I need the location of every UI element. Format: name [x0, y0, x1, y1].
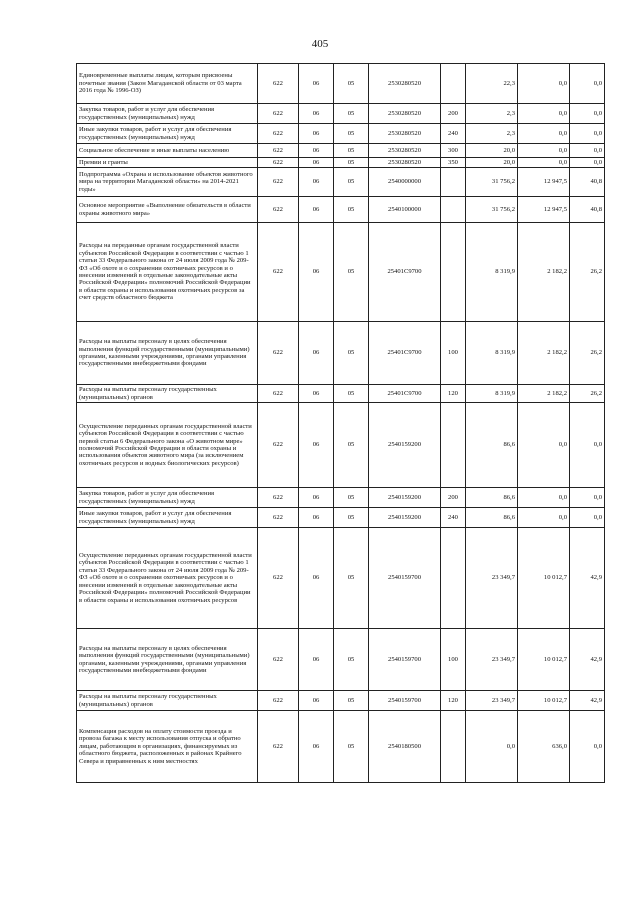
plan-amount-cell: 8 319,9: [466, 385, 518, 403]
grbs-cell: 622: [258, 691, 299, 711]
expense-type-cell: 300: [441, 144, 466, 158]
percent-cell: 0,0: [570, 144, 605, 158]
section-cell: 06: [299, 197, 334, 223]
grbs-cell: 622: [258, 144, 299, 158]
section-cell: 06: [299, 528, 334, 629]
row-name-cell: Премии и гранты: [77, 158, 258, 168]
expense-type-cell: 100: [441, 629, 466, 691]
executed-amount-cell: 0,0: [518, 158, 570, 168]
table-row: [77, 528, 605, 629]
target-article-cell: 2540100000: [369, 197, 441, 223]
plan-amount-cell: 23 349,7: [466, 528, 518, 629]
section-cell: 06: [299, 403, 334, 488]
table-row: [77, 223, 605, 322]
target-article-cell: 2530280520: [369, 158, 441, 168]
grbs-cell: 622: [258, 711, 299, 783]
percent-cell: 42,9: [570, 528, 605, 629]
plan-amount-cell: 8 319,9: [466, 223, 518, 322]
grbs-cell: 622: [258, 528, 299, 629]
table-row: [77, 385, 605, 403]
table-row: [77, 711, 605, 783]
table-row: [77, 403, 605, 488]
row-name-cell: Расходы на переданные органам государственной власти субъектов Российской Федерации в соответствии с частью 1 статьи 33 Федерального закона от 24 июля 2009 года № 209-ФЗ «Об охоте и о сохранении охотничьих ресурсов и о внесении изменений в отдельные законодательные акты Российской Федерации» полномочий Российской Федерации в области охраны и использования охотничьих ресурсов за счет средств областного бюджета: [77, 223, 258, 322]
executed-amount-cell: 636,0: [518, 711, 570, 783]
row-name-cell: Закупка товаров, работ и услуг для обеспечения государственных (муниципальных) нужд: [77, 104, 258, 124]
expense-type-cell: [441, 168, 466, 197]
grbs-cell: 622: [258, 322, 299, 385]
executed-amount-cell: 12 947,5: [518, 168, 570, 197]
section-cell: 06: [299, 691, 334, 711]
expense-type-cell: 120: [441, 385, 466, 403]
executed-amount-cell: 0,0: [518, 403, 570, 488]
percent-cell: 42,9: [570, 629, 605, 691]
grbs-cell: 622: [258, 223, 299, 322]
subsection-cell: 05: [334, 124, 369, 144]
target-article-cell: 2540159200: [369, 488, 441, 508]
percent-cell: 42,9: [570, 691, 605, 711]
grbs-cell: 622: [258, 508, 299, 528]
plan-amount-cell: 86,6: [466, 403, 518, 488]
executed-amount-cell: 2 182,2: [518, 322, 570, 385]
percent-cell: 40,8: [570, 197, 605, 223]
expense-type-cell: 120: [441, 691, 466, 711]
target-article-cell: 2540159200: [369, 403, 441, 488]
target-article-cell: 25401С9700: [369, 322, 441, 385]
section-cell: 06: [299, 629, 334, 691]
plan-amount-cell: 22,3: [466, 64, 518, 104]
plan-amount-cell: 0,0: [466, 711, 518, 783]
subsection-cell: 05: [334, 168, 369, 197]
table-row: [77, 488, 605, 508]
percent-cell: 0,0: [570, 124, 605, 144]
subsection-cell: 05: [334, 691, 369, 711]
executed-amount-cell: 2 182,2: [518, 223, 570, 322]
grbs-cell: 622: [258, 629, 299, 691]
subsection-cell: 05: [334, 508, 369, 528]
expense-type-cell: [441, 64, 466, 104]
row-name-cell: Иные закупки товаров, работ и услуг для обеспечения государственных (муниципальных) нужд: [77, 508, 258, 528]
section-cell: 06: [299, 124, 334, 144]
expense-type-cell: 240: [441, 508, 466, 528]
subsection-cell: 05: [334, 144, 369, 158]
subsection-cell: 05: [334, 104, 369, 124]
expense-type-cell: [441, 223, 466, 322]
section-cell: 06: [299, 64, 334, 104]
table-row: [77, 144, 605, 158]
row-name-cell: Закупка товаров, работ и услуг для обеспечения государственных (муниципальных) нужд: [77, 488, 258, 508]
row-name-cell: Подпрограмма «Охрана и использование объектов животного мира на территории Магаданской области» на 2014-2021 годы»: [77, 168, 258, 197]
subsection-cell: 05: [334, 223, 369, 322]
plan-amount-cell: 23 349,7: [466, 629, 518, 691]
section-cell: 06: [299, 158, 334, 168]
table-row: [77, 508, 605, 528]
table-row: [77, 629, 605, 691]
table-row: [77, 64, 605, 104]
target-article-cell: 25401С9700: [369, 223, 441, 322]
expense-type-cell: 350: [441, 158, 466, 168]
plan-amount-cell: 31 756,2: [466, 168, 518, 197]
target-article-cell: 2540159700: [369, 629, 441, 691]
expense-type-cell: [441, 711, 466, 783]
subsection-cell: 05: [334, 488, 369, 508]
row-name-cell: Иные закупки товаров, работ и услуг для обеспечения государственных (муниципальных) нужд: [77, 124, 258, 144]
target-article-cell: 2530280520: [369, 124, 441, 144]
section-cell: 06: [299, 223, 334, 322]
target-article-cell: 2530280520: [369, 144, 441, 158]
row-name-cell: Расходы на выплаты персоналу государственных (муниципальных) органов: [77, 385, 258, 403]
percent-cell: 40,8: [570, 168, 605, 197]
page-number: 405: [311, 38, 329, 50]
percent-cell: 0,0: [570, 711, 605, 783]
plan-amount-cell: 2,3: [466, 124, 518, 144]
table-row: [77, 158, 605, 168]
row-name-cell: Основное мероприятие «Выполнение обязательств в области охраны животного мира»: [77, 197, 258, 223]
row-name-cell: Расходы на выплаты персоналу в целях обеспечения выполнения функций государственными (муниципальными) органами, казенными учреждениями, органами управления государственными внебюджетными фондами: [77, 629, 258, 691]
percent-cell: 0,0: [570, 488, 605, 508]
section-cell: 06: [299, 322, 334, 385]
executed-amount-cell: 0,0: [518, 144, 570, 158]
target-article-cell: 25401С9700: [369, 385, 441, 403]
plan-amount-cell: 8 319,9: [466, 322, 518, 385]
grbs-cell: 622: [258, 385, 299, 403]
grbs-cell: 622: [258, 158, 299, 168]
subsection-cell: 05: [334, 385, 369, 403]
table-row: [77, 197, 605, 223]
target-article-cell: 2540159200: [369, 508, 441, 528]
subsection-cell: 05: [334, 528, 369, 629]
executed-amount-cell: 10 012,7: [518, 528, 570, 629]
grbs-cell: 622: [258, 197, 299, 223]
row-name-cell: Осуществление переданных органам государственной власти субъектов Российской Федерации в соответствии с частью первой статьи 6 Федерального закона «О животном мире» полномочий Российской Федерации в области охраны и использования объектов животного мира (за исключением охотничьих ресурсов и водных биологических ресурсов): [77, 403, 258, 488]
executed-amount-cell: 0,0: [518, 124, 570, 144]
expense-type-cell: 100: [441, 322, 466, 385]
subsection-cell: 05: [334, 403, 369, 488]
executed-amount-cell: 12 947,5: [518, 197, 570, 223]
table-row: [77, 691, 605, 711]
section-cell: 06: [299, 144, 334, 158]
section-cell: 06: [299, 385, 334, 403]
row-name-cell: Компенсация расходов на оплату стоимости проезда и провоза багажа к месту использования отпуска и обратно лицам, работающим в организациях, финансируемых из областного бюджета, расположенных в районах Крайнего Севера и приравненных к ним местностях: [77, 711, 258, 783]
section-cell: 06: [299, 104, 334, 124]
plan-amount-cell: 86,6: [466, 508, 518, 528]
subsection-cell: 05: [334, 629, 369, 691]
percent-cell: 26,2: [570, 223, 605, 322]
plan-amount-cell: 2,3: [466, 104, 518, 124]
plan-amount-cell: 31 756,2: [466, 197, 518, 223]
plan-amount-cell: 86,6: [466, 488, 518, 508]
executed-amount-cell: 10 012,7: [518, 629, 570, 691]
expense-type-cell: [441, 528, 466, 629]
section-cell: 06: [299, 711, 334, 783]
target-article-cell: 2540000000: [369, 168, 441, 197]
target-article-cell: 2530280520: [369, 64, 441, 104]
plan-amount-cell: 23 349,7: [466, 691, 518, 711]
row-name-cell: Расходы на выплаты персоналу государственных (муниципальных) органов: [77, 691, 258, 711]
percent-cell: 0,0: [570, 158, 605, 168]
row-name-cell: Социальное обеспечение и иные выплаты населению: [77, 144, 258, 158]
expense-type-cell: [441, 403, 466, 488]
budget-table: [76, 63, 605, 783]
row-name-cell: Осуществление переданных органам государственной власти субъектов Российской Федерации в соответствии с частью 1 статьи 33 Федерального закона от 24 июля 2009 года № 209-ФЗ «Об охоте и о сохранении охотничьих ресурсов и о внесении изменений в отдельные законодательные акты Российской Федерации» полномочий Российской Федерации в области охраны и использования охотничьих ресурсов: [77, 528, 258, 629]
percent-cell: 26,2: [570, 385, 605, 403]
table-body: [77, 64, 605, 783]
grbs-cell: 622: [258, 104, 299, 124]
grbs-cell: 622: [258, 168, 299, 197]
expense-type-cell: 200: [441, 488, 466, 508]
subsection-cell: 05: [334, 711, 369, 783]
section-cell: 06: [299, 488, 334, 508]
subsection-cell: 05: [334, 64, 369, 104]
table-row: [77, 168, 605, 197]
executed-amount-cell: 0,0: [518, 104, 570, 124]
grbs-cell: 622: [258, 64, 299, 104]
executed-amount-cell: 0,0: [518, 488, 570, 508]
section-cell: 06: [299, 508, 334, 528]
executed-amount-cell: 0,0: [518, 508, 570, 528]
section-cell: 06: [299, 168, 334, 197]
plan-amount-cell: 20,0: [466, 144, 518, 158]
percent-cell: 26,2: [570, 322, 605, 385]
grbs-cell: 622: [258, 124, 299, 144]
row-name-cell: Расходы на выплаты персоналу в целях обеспечения выполнения функций государственными (муниципальными) органами, казенными учреждениями, органами управления государственными внебюджетными фондами: [77, 322, 258, 385]
row-name-cell: Единовременные выплаты лицам, которым присвоены почетные звания (Закон Магаданской области от 03 марта 2016 года № 1996-ОЗ): [77, 64, 258, 104]
executed-amount-cell: 10 012,7: [518, 691, 570, 711]
percent-cell: 0,0: [570, 104, 605, 124]
table-row: [77, 322, 605, 385]
percent-cell: 0,0: [570, 508, 605, 528]
table-row: [77, 124, 605, 144]
target-article-cell: 2540180500: [369, 711, 441, 783]
expense-type-cell: [441, 197, 466, 223]
percent-cell: 0,0: [570, 403, 605, 488]
plan-amount-cell: 20,0: [466, 158, 518, 168]
target-article-cell: 2530280520: [369, 104, 441, 124]
subsection-cell: 05: [334, 322, 369, 385]
expense-type-cell: 200: [441, 104, 466, 124]
subsection-cell: 05: [334, 158, 369, 168]
table-row: [77, 104, 605, 124]
percent-cell: 0,0: [570, 64, 605, 104]
expense-type-cell: 240: [441, 124, 466, 144]
target-article-cell: 2540159700: [369, 528, 441, 629]
grbs-cell: 622: [258, 488, 299, 508]
executed-amount-cell: 0,0: [518, 64, 570, 104]
subsection-cell: 05: [334, 197, 369, 223]
target-article-cell: 2540159700: [369, 691, 441, 711]
executed-amount-cell: 2 182,2: [518, 385, 570, 403]
grbs-cell: 622: [258, 403, 299, 488]
